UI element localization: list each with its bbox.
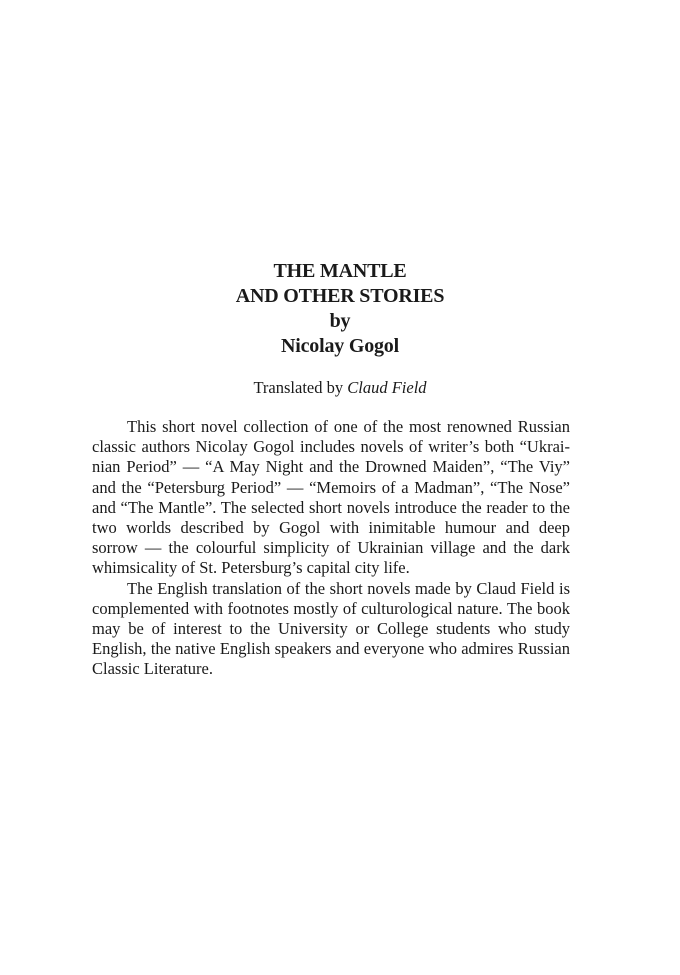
paragraph-1: This short novel collection of one of the most renowned Russian classic authors Nicolay Gogol includes novels of writer’s both “Ukrainian Period” — “A May Night and the Drowned Maiden”, “The Viy” and the “Petersburg Period” — “Memoirs of a Madman”, “The Nose” and “The Mantle”. The selected short novels introduce the reader to the two worlds described by Gogol with inimitable humour and deep sorrow — the colourful simplicity of Ukrainian village and the dark whimsicality of St. Petersburg’s capital city life. xyxy=(92,417,570,578)
translator-name: Claud Field xyxy=(347,378,427,397)
title-line-1: THE MANTLE xyxy=(273,260,407,282)
translator-prefix: Translated by xyxy=(253,378,348,397)
author-name: Nicolay Gogol xyxy=(281,335,399,357)
paragraph-2: The English translation of the short novels made by Claud Field is complemented with footnotes mostly of culturological nature. The book may be of interest to the University or College students who study English, the native English speakers and everyone who admires Russian Classic Literature. xyxy=(92,578,570,679)
title-by: by xyxy=(329,310,351,332)
title-line-2: AND OTHER STORIES xyxy=(235,285,445,307)
annotation-text xyxy=(92,417,570,680)
translator-credit xyxy=(0,377,680,399)
book-title-block xyxy=(0,259,680,359)
